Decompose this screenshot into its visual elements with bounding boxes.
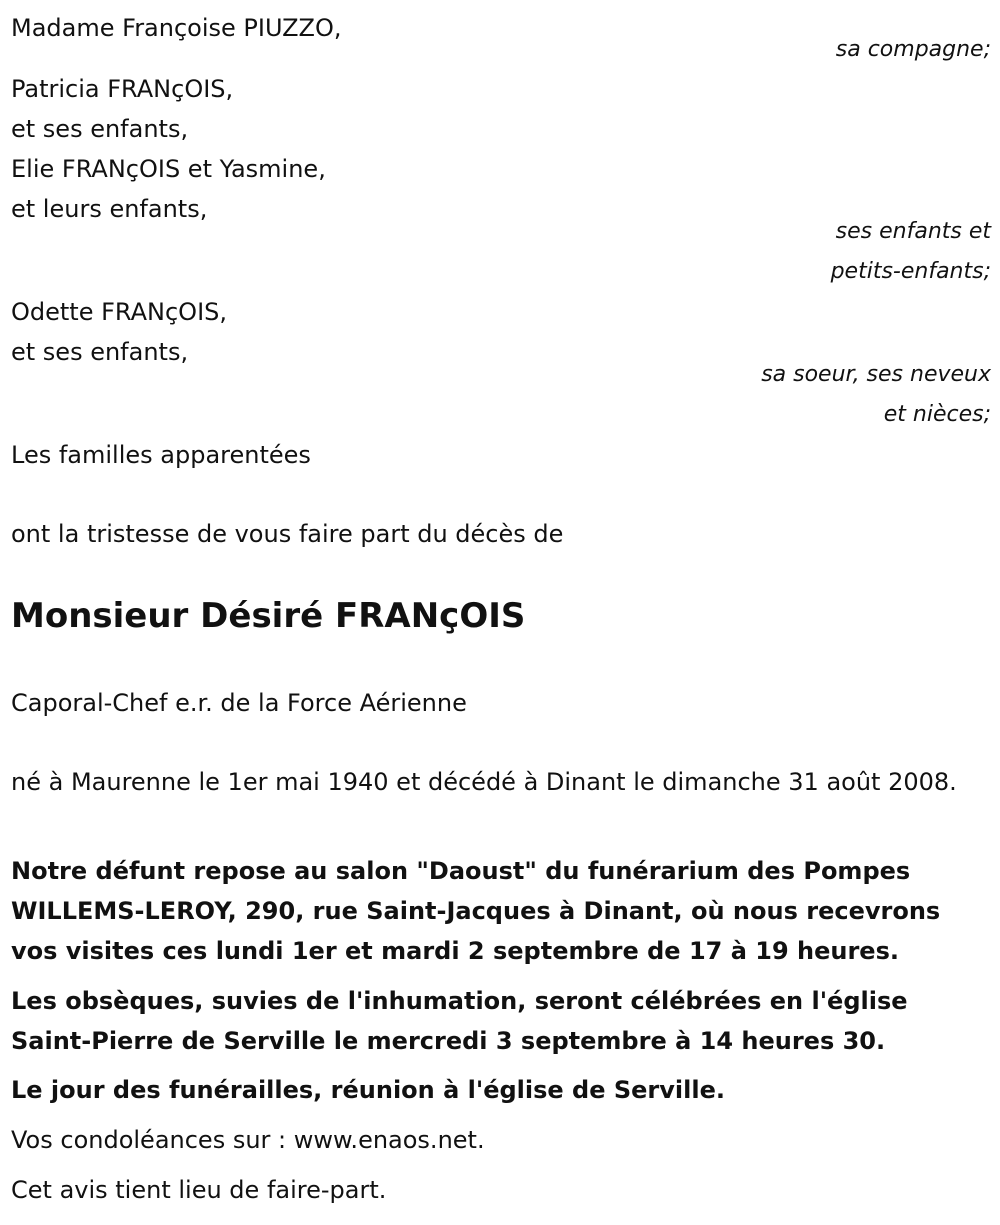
notice-text: Cet avis tient lieu de faire-part. bbox=[11, 1176, 387, 1204]
funeral-details: Les obsèques, suvies de l'inhumation, seront célébrées en l'église Saint-Pierre de Serville le mercredi 3 septembre à 14 heures 30. bbox=[11, 987, 908, 1055]
sister-role-line1: sa soeur, ses neveux bbox=[761, 362, 991, 387]
child2-children: et leurs enfants, bbox=[11, 195, 208, 223]
deceased-name: Monsieur Désiré FRANçOIS bbox=[11, 596, 526, 636]
repose-details: Notre défunt repose au salon "Daoust" du funérarium des Pompes WILLEMS-LEROY, 290, rue Saint-Jacques à Dinant, où nous recevrons vos visites ces lundi 1er et mardi 2 septembre de 17 à 19 heures. bbox=[11, 857, 941, 965]
condolences-link[interactable]: Vos condoléances sur : www.enaos.net. bbox=[11, 1126, 485, 1154]
related-families: Les familles apparentées bbox=[11, 441, 311, 469]
meeting-details: Le jour des funérailles, réunion à l'église de Serville. bbox=[11, 1076, 725, 1104]
announcement: ont la tristesse de vous faire part du décès de bbox=[11, 520, 564, 548]
children-role-line1: ses enfants et bbox=[835, 219, 991, 244]
deceased-title: Caporal-Chef e.r. de la Force Aérienne bbox=[11, 689, 467, 717]
birth-death: né à Maurenne le 1er mai 1940 et décédé à Dinant le dimanche 31 août 2008. bbox=[11, 768, 957, 796]
companion-name: Madame Françoise PIUZZO, bbox=[11, 14, 342, 42]
companion-role: sa compagne; bbox=[835, 37, 991, 62]
child2-name: Elie FRANçOIS et Yasmine, bbox=[11, 155, 326, 183]
child1-children: et ses enfants, bbox=[11, 115, 189, 143]
sister-role-line2: et nièces; bbox=[883, 402, 991, 427]
child1-name: Patricia FRANçOIS, bbox=[11, 75, 234, 103]
sister-name: Odette FRANçOIS, bbox=[11, 298, 228, 326]
sister-children: et ses enfants, bbox=[11, 338, 189, 366]
children-role-line2: petits-enfants; bbox=[830, 259, 991, 284]
